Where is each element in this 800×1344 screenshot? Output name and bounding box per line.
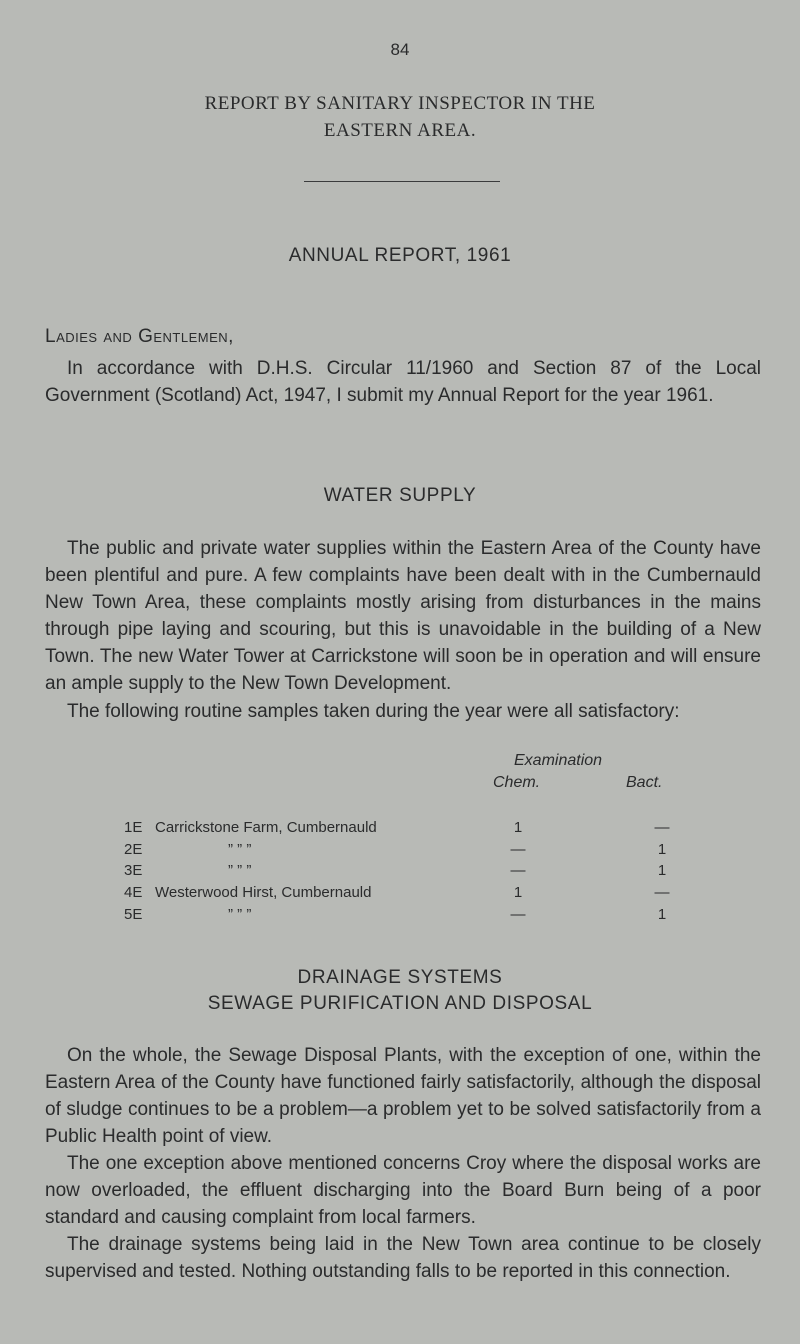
bact-count: 1 xyxy=(657,906,667,923)
bact-count: — xyxy=(654,884,670,901)
water-supply-paragraph-2: The following routine samples taken during the year were all satisfactory: xyxy=(67,701,680,722)
chem-count: — xyxy=(510,841,526,858)
table-row xyxy=(0,819,800,841)
sample-code: 2E xyxy=(124,841,143,858)
drainage-paragraph-2: The one exception above mentioned concerns Croy where the disposal works are now overloaded, the effluent discharging into the Board Burn being of a poor standard and causing complaint from local farmers. xyxy=(45,1153,761,1228)
chem-count: 1 xyxy=(513,884,523,901)
sample-location: Carrickstone Farm, Cumbernauld xyxy=(155,819,377,836)
bact-count: 1 xyxy=(657,862,667,879)
water-supply-heading: WATER SUPPLY xyxy=(323,485,477,506)
water-supply-paragraph-1: The public and private water supplies within the Eastern Area of the County have been plentiful and pure. A few complaints have been dealt with in the Cumbernauld New Town Area, these complaints mostly arising from disturbances in the mains through pipe laying and scouring, but this is unavoidable in the building of a New Town. The new Water Tower at Carrickstone will soon be in operation and will ensure an ample supply to the New Town Development. xyxy=(45,538,761,694)
sample-code: 1E xyxy=(124,819,143,836)
chem-count: — xyxy=(510,862,526,879)
table-row xyxy=(0,862,800,884)
annual-report-title: ANNUAL REPORT, 1961 xyxy=(288,245,512,266)
sample-location: ” ” ” xyxy=(228,906,252,923)
chem-count: — xyxy=(510,906,526,923)
page-number: 84 xyxy=(390,40,410,59)
sample-code: 3E xyxy=(124,862,143,879)
table-row xyxy=(0,906,800,928)
sewage-heading: SEWAGE PURIFICATION AND DISPOSAL xyxy=(207,993,593,1014)
drainage-heading: DRAINAGE SYSTEMS xyxy=(297,967,503,988)
table-row xyxy=(0,884,800,906)
salutation: Ladies and Gentlemen, xyxy=(45,326,234,347)
sample-location: ” ” ” xyxy=(228,862,252,879)
chem-count: 1 xyxy=(513,819,523,836)
intro-paragraph: In accordance with D.H.S. Circular 11/1960 and Section 87 of the Local Government (Scotland) Act, 1947, I submit my Annual Report for the year 1961. xyxy=(45,358,761,406)
table-row xyxy=(0,841,800,863)
sample-code: 5E xyxy=(124,906,143,923)
bact-column-header: Bact. xyxy=(626,774,663,791)
chem-column-header: Chem. xyxy=(493,774,541,791)
drainage-paragraph-1: On the whole, the Sewage Disposal Plants, with the exception of one, within the Eastern Area of the County have functioned fairly satisfactorily, although the disposal of sludge continues to be a problem—a problem yet to be solved satisfactorily from a Public Health point of view. xyxy=(45,1045,761,1147)
bact-count: 1 xyxy=(657,841,667,858)
examination-header: Examination xyxy=(514,752,603,769)
report-title-line1: REPORT BY SANITARY INSPECTOR IN THE xyxy=(204,93,596,114)
report-title-line2: EASTERN AREA. xyxy=(323,120,477,141)
title-divider xyxy=(304,181,500,182)
bact-count: — xyxy=(654,819,670,836)
sample-code: 4E xyxy=(124,884,143,901)
sample-location: ” ” ” xyxy=(228,841,252,858)
sample-location: Westerwood Hirst, Cumbernauld xyxy=(155,884,372,901)
drainage-paragraph-3: The drainage systems being laid in the New Town area continue to be closely supervised and tested. Nothing outstanding falls to be reported in this connection. xyxy=(45,1234,761,1282)
